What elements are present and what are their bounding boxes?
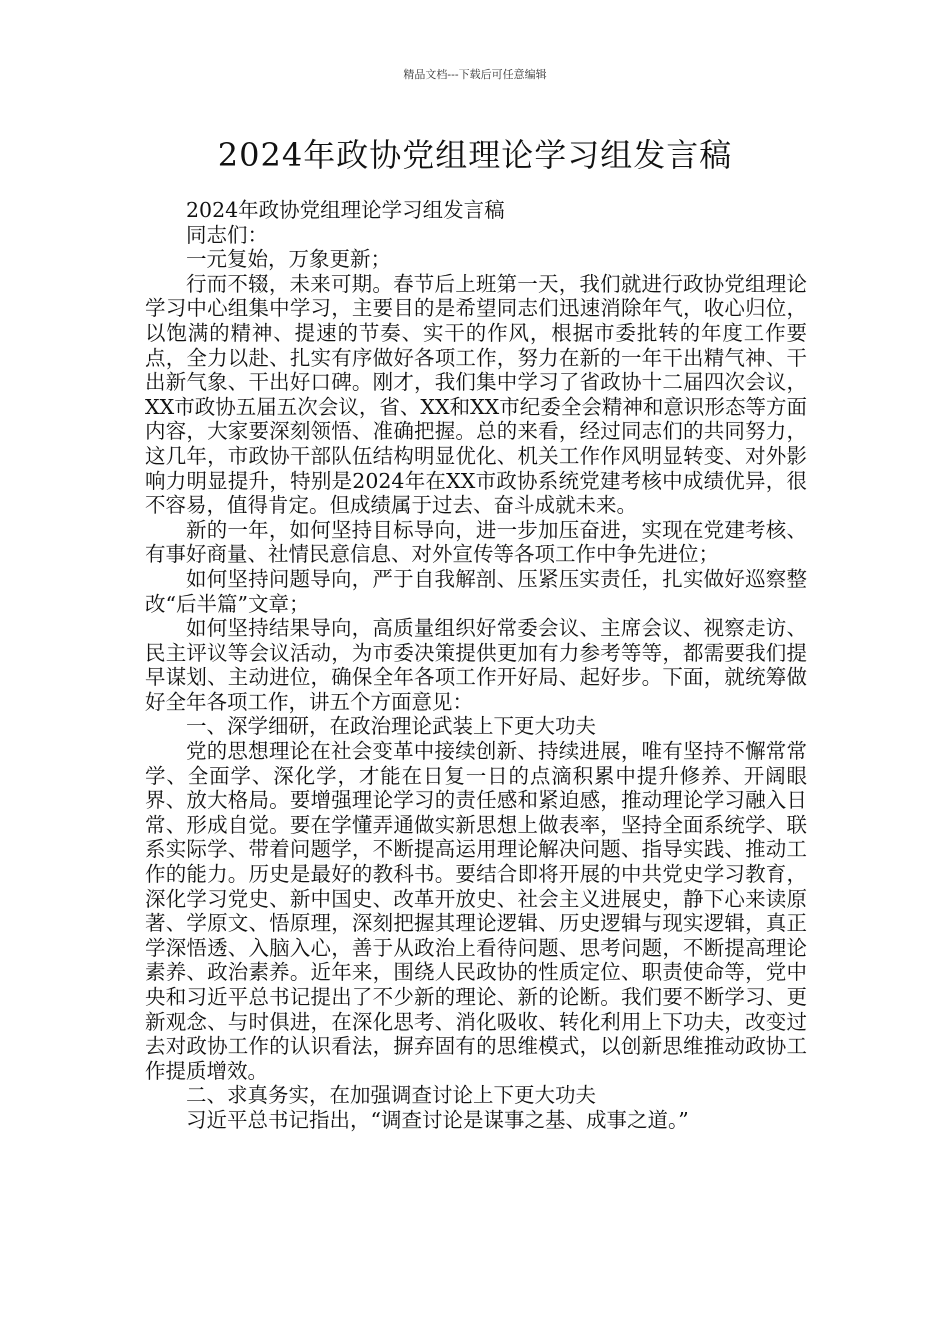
subtitle-line: 2024年政协党组理论学习组发言稿 <box>186 198 505 222</box>
paragraph: 如何坚持结果导向，高质量组织好常委会议、主席会议、视察走访、民主评议等会议活动，为市委决策提供更加有力参考等等，都需要我们提早谋划、主动进位，确保全年各项工作开好局、起好步。下面，就统筹做好全年各项工作，讲五个方面意见： <box>145 616 807 714</box>
section-heading: 二、求真务实，在加强调查讨论上下更大功夫 <box>186 1083 596 1108</box>
paragraph: 党的思想理论在社会变革中接续创新、持续进展，唯有坚持不懈常常学、全面学、深化学，才能在日复一日的点滴积累中提升修养、开阔眼界、放大格局。要增强理论学习的责任感和紧迫感，推动理论学习融入日常、形成自觉。要在学懂弄通做实新思想上做表率，坚持全面系统学、联系实际学、带着问题学，不断提高运用理论解决问题、指导实践、推动工作的能力。历史是最好的教科书。要结合即将开展的中共党史学习教育，深化学习党史、新中国史、改革开放史、社会主义进展史，静下心来读原著、学原文、悟原理，深刻把握其理论逻辑、历史逻辑与现实逻辑，真正学深悟透、入脑入心，善于从政治上看待问题、思考问题，不断提高理论素养、政治素养。近年来，围绕人民政协的性质定位、职责使命等，党中央和习近平总书记提出了不少新的理论、新的论断。我们要不断学习、更新观念、与时俱进，在深化思考、消化吸收、转化利用上下功夫，改变过去对政协工作的认识看法，摒弃固有的思维模式，以创新思维推动政协工作提质增效。 <box>145 739 807 1083</box>
paragraph: 行而不辍，未来可期。春节后上班第一天，我们就进行政协党组理论学习中心组集中学习，主要目的是希望同志们迅速消除年气，收心归位，以饱满的精神、提速的节奏、实干的作风，根据市委批转的年度工作要点，全力以赴、扎实有序做好各项工作，努力在新的一年干出精气神、干出新气象、干出好口碑。刚才，我们集中学习了省政协十二届四次会议，XX市政协五届五次会议，省、XX和XX市纪委全会精神和意识形态等方面内容，大家要深刻领悟、准确把握。总的来看，经过同志们的共同努力，这几年，市政协干部队伍结构明显优化、机关工作作风明显转变、对外影响力明显提升，特别是2024年在XX市政协系统党建考核中成绩优异，很不容易，值得肯定。但成绩属于过去、奋斗成就未来。 <box>145 271 807 518</box>
header-note: 精品文档---下载后可任意编辑 <box>403 68 547 81</box>
document-body <box>145 198 807 1133</box>
section-heading: 一、深学细研，在政治理论武装上下更大功夫 <box>186 714 596 739</box>
document-title: 2024年政协党组理论学习组发言稿 <box>217 136 733 174</box>
paragraph: 习近平总书记指出，“调查讨论是谋事之基、成事之道。” <box>186 1107 689 1132</box>
paragraph: 如何坚持问题导向，严于自我解剖、压紧压实责任，扎实做好巡察整改“后半篇”文章； <box>145 566 807 616</box>
salutation: 同志们： <box>186 222 268 247</box>
paragraph: 一元复始，万象更新； <box>186 247 391 272</box>
paragraph: 新的一年，如何坚持目标导向，进一步加压奋进，实现在党建考核、有事好商量、社情民意信息、对外宣传等各项工作中争先进位； <box>145 517 807 567</box>
